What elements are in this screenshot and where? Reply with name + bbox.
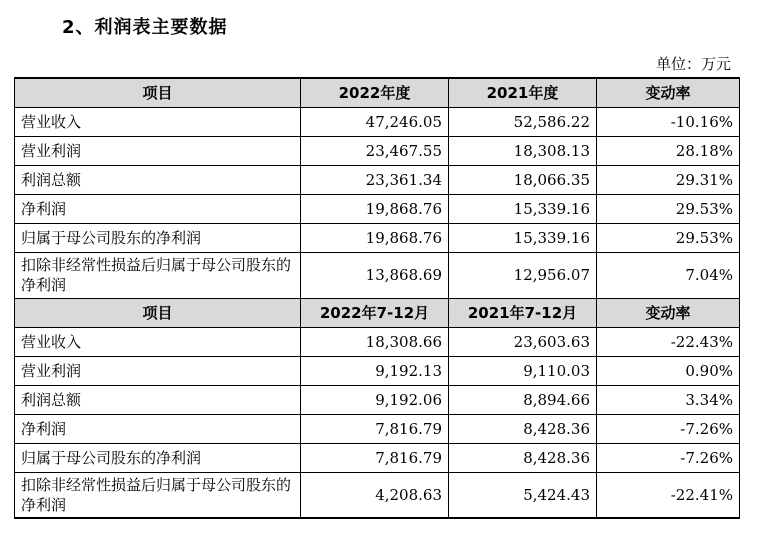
header-item: 项目: [15, 298, 301, 327]
row-change-rate: 29.31%: [597, 165, 740, 194]
row-item: 利润总额: [15, 165, 301, 194]
row-value-current: 13,868.69: [301, 252, 449, 298]
row-item: 扣除非经常性损益后归属于母公司股东的净利润: [15, 252, 301, 298]
row-value-prior: 8,894.66: [449, 385, 597, 414]
row-value-current: 18,308.66: [301, 327, 449, 356]
income-statement-table: [14, 77, 740, 519]
row-item: 利润总额: [15, 385, 301, 414]
row-value-current: 4,208.63: [301, 472, 449, 518]
row-value-current: 9,192.13: [301, 356, 449, 385]
table-row: [15, 136, 740, 165]
row-value-current: 23,361.34: [301, 165, 449, 194]
row-item: 扣除非经常性损益后归属于母公司股东的净利润: [15, 472, 301, 518]
header-period-prior: 2021年度: [449, 78, 597, 107]
unit-label: 单位：万元: [655, 55, 731, 73]
table-row: [15, 414, 740, 443]
row-change-rate: 3.34%: [597, 385, 740, 414]
row-value-prior: 5,424.43: [449, 472, 597, 518]
header-period-prior: 2021年7-12月: [449, 298, 597, 327]
row-item: 净利润: [15, 414, 301, 443]
header-period-current: 2022年度: [301, 78, 449, 107]
row-change-rate: -22.43%: [597, 327, 740, 356]
row-value-prior: 52,586.22: [449, 107, 597, 136]
row-item: 营业利润: [15, 356, 301, 385]
row-item: 营业收入: [15, 107, 301, 136]
table-row: [15, 194, 740, 223]
row-change-rate: 7.04%: [597, 252, 740, 298]
row-value-prior: 15,339.16: [449, 194, 597, 223]
row-value-current: 9,192.06: [301, 385, 449, 414]
row-change-rate: 0.90%: [597, 356, 740, 385]
row-item: 营业收入: [15, 327, 301, 356]
row-change-rate: 29.53%: [597, 194, 740, 223]
row-value-current: 47,246.05: [301, 107, 449, 136]
row-value-prior: 18,066.35: [449, 165, 597, 194]
row-change-rate: -10.16%: [597, 107, 740, 136]
table-row: [15, 385, 740, 414]
row-change-rate: -22.41%: [597, 472, 740, 518]
table-row: [15, 223, 740, 252]
table-row: [15, 252, 740, 298]
row-item: 净利润: [15, 194, 301, 223]
row-value-prior: 12,956.07: [449, 252, 597, 298]
row-value-prior: 18,308.13: [449, 136, 597, 165]
header-change-rate: 变动率: [597, 78, 740, 107]
table-header-row: [15, 78, 740, 107]
table-row: [15, 472, 740, 518]
row-item: 归属于母公司股东的净利润: [15, 443, 301, 472]
table-row: [15, 327, 740, 356]
row-value-current: 7,816.79: [301, 414, 449, 443]
table-row: [15, 356, 740, 385]
table-row: [15, 107, 740, 136]
row-value-prior: 15,339.16: [449, 223, 597, 252]
table-row: [15, 443, 740, 472]
row-change-rate: 28.18%: [597, 136, 740, 165]
row-value-prior: 8,428.36: [449, 414, 597, 443]
row-value-current: 19,868.76: [301, 223, 449, 252]
header-period-current: 2022年7-12月: [301, 298, 449, 327]
row-change-rate: -7.26%: [597, 414, 740, 443]
row-value-current: 19,868.76: [301, 194, 449, 223]
header-item: 项目: [15, 78, 301, 107]
table-row: [15, 165, 740, 194]
row-value-prior: 23,603.63: [449, 327, 597, 356]
section-heading: 2、利润表主要数据: [62, 17, 228, 38]
row-change-rate: -7.26%: [597, 443, 740, 472]
row-item: 归属于母公司股东的净利润: [15, 223, 301, 252]
row-value-current: 23,467.55: [301, 136, 449, 165]
row-item: 营业利润: [15, 136, 301, 165]
row-value-current: 7,816.79: [301, 443, 449, 472]
header-change-rate: 变动率: [597, 298, 740, 327]
row-value-prior: 9,110.03: [449, 356, 597, 385]
row-change-rate: 29.53%: [597, 223, 740, 252]
table-header-row: [15, 298, 740, 327]
row-value-prior: 8,428.36: [449, 443, 597, 472]
